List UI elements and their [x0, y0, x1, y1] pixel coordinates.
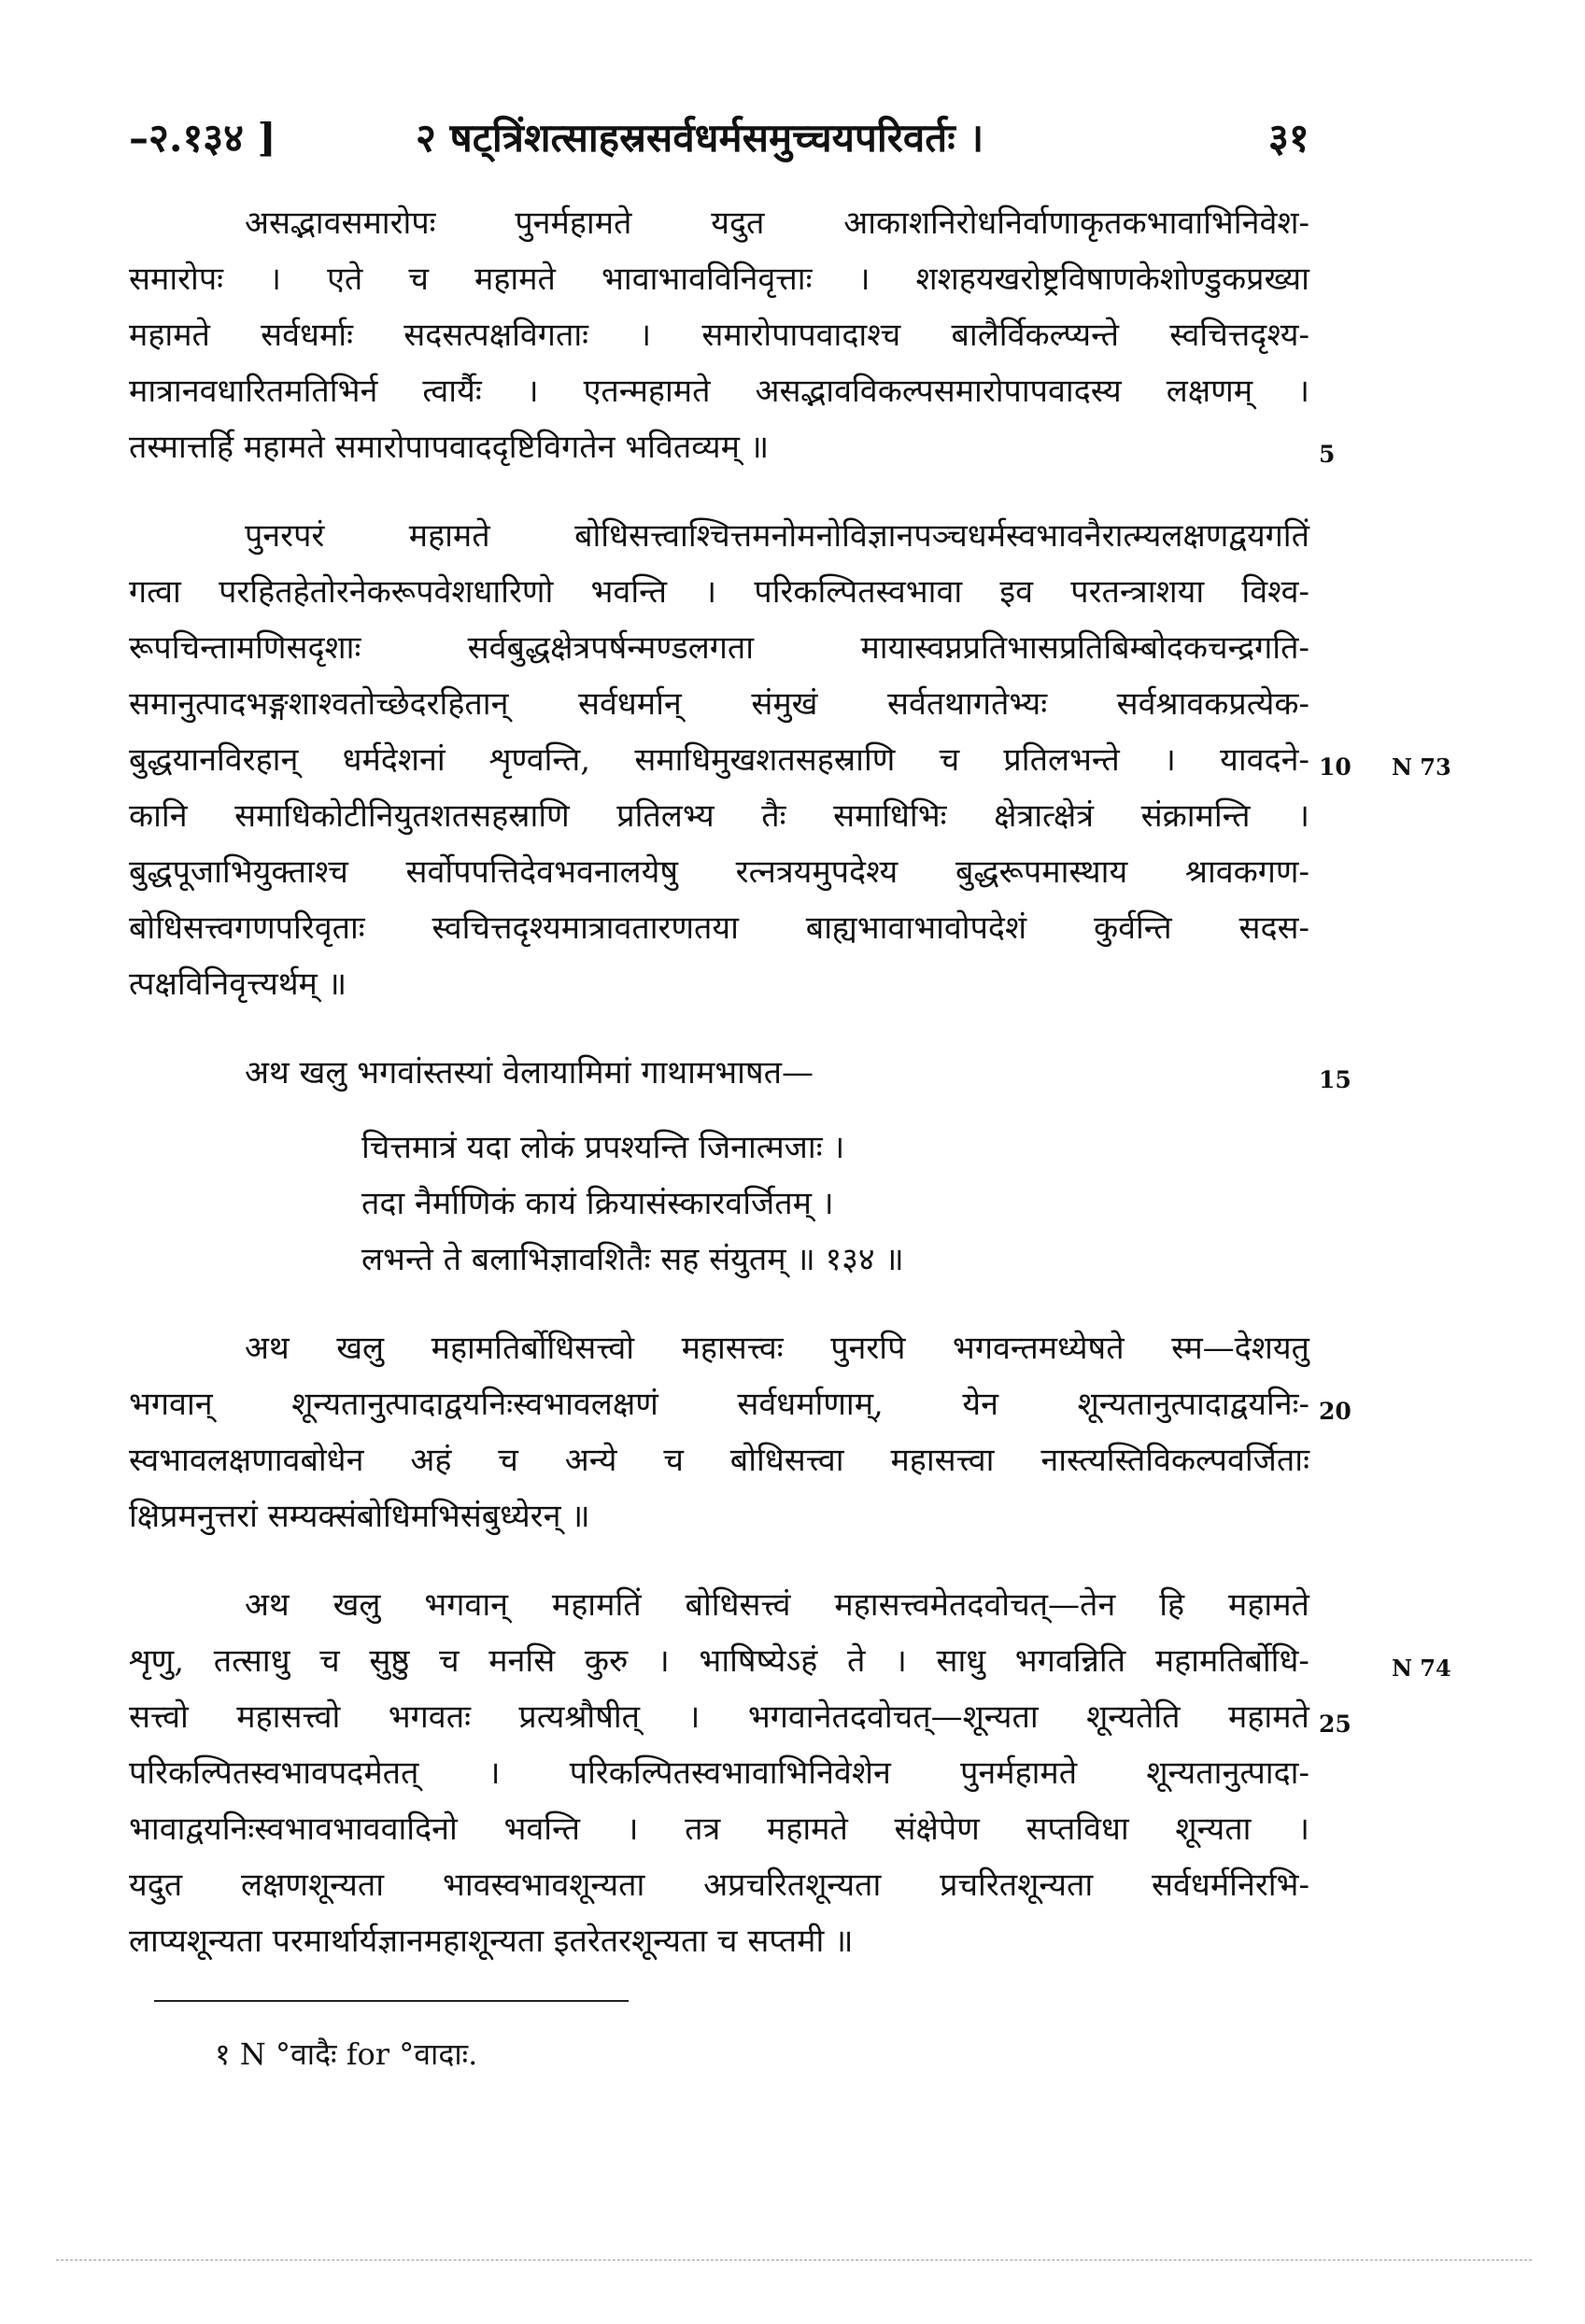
verse-line: चित्तमात्रं यदा लोकं प्रपश्यन्ति जिनात्मजाः । — [361, 1129, 845, 1166]
text-line: असद्भावसमारोपः पुनर्महामते यदुत आकाशनिरोधनिर्वाणाकृतकभावाभिनिवेश- — [245, 204, 1309, 242]
text-line: भगवान् शून्यतानुत्पादाद्वयनिःस्वभावलक्षणं सर्वधर्माणाम्, येन शून्यतानुत्पादाद्वयनिः- — [129, 1386, 1309, 1423]
text-line: शृणु, तत्साधु च सुष्ठु च मनसि कुरु । भाषिष्येऽहं ते । साधु भगवन्निति महामतिर्बोधि- — [129, 1642, 1309, 1680]
text-line: अथ खलु भगवान् महामतिं बोधिसत्त्वं महासत्त्वमेतदवोचत्—तेन हि महामते — [245, 1586, 1309, 1624]
text-line: मात्रानवधारितमतिभिर्न त्वार्यैः । एतन्महामते असद्भावविकल्पसमारोपापवादस्य लक्षणम् । — [129, 373, 1309, 410]
text-line: समानुत्पादभङ्गशाश्वतोच्छेदरहितान् सर्वधर्मान् संमुखं सर्वतथागतेभ्यः सर्वश्रावकप्रत्येक- — [129, 685, 1309, 723]
text-line: परिकल्पितस्वभावपदमेतत् । परिकल्पितस्वभावाभिनिवेशेन पुनर्महामते शून्यतानुत्पादा- — [129, 1754, 1309, 1792]
line-number: 10 — [1319, 754, 1351, 781]
text-line: गत्वा परहितहेतोरनेकरूपवेशधारिणो भवन्ति । परिकल्पितस्वभावा इव परतन्त्राशया विश्व- — [129, 573, 1309, 611]
verse-line: तदा नैर्माणिकं कायं क्रियासंस्कारवर्जितम् । — [361, 1185, 834, 1222]
running-head-section: –२.१३४ ] — [129, 115, 276, 161]
line-number: 25 — [1319, 1711, 1351, 1738]
text-line: भावाद्वयनिःस्वभावभाववादिनो भवन्ति । तत्र महामते संक्षेपेण सप्तविधा शून्यता । — [129, 1810, 1309, 1848]
line-number: 5 — [1319, 441, 1336, 468]
text-line: रूपचिन्तामणिसदृशाः सर्वबुद्धक्षेत्रपर्षन्मण्डलगता मायास्वप्नप्रतिभासप्रतिबिम्बोदकचन्द्रगति- — [129, 629, 1309, 667]
page-edge-line — [56, 2260, 1532, 2261]
text-line: बुद्धयानविरहान् धर्मदेशनां शृण्वन्ति, समाधिमुखशतसहस्राणि च प्रतिलभन्ते । यावदने- — [129, 741, 1309, 779]
footnote: १ N °वादैः for °वादाः. — [215, 2036, 478, 2072]
text-line: लाप्यशून्यता परमार्थार्यज्ञानमहाशून्यता इतरेतरशून्यता च सप्तमी ॥ — [129, 1923, 854, 1960]
text-line: यदुत लक्षणशून्यता भावस्वभावशून्यता अप्रचरितशून्यता प्रचरितशून्यता सर्वधर्मनिरभि- — [129, 1866, 1309, 1904]
text-line: बुद्धपूजाभियुक्ताश्च सर्वोपपत्तिदेवभवनालयेषु रत्नत्रयमुपदेश्य बुद्धरूपमास्थाय श्रावकगण- — [129, 853, 1309, 891]
text-line: स्वभावलक्षणावबोधेन अहं च अन्ये च बोधिसत्त्वा महासत्त्वा नास्त्यस्तिविकल्पवर्जिताः — [129, 1442, 1309, 1479]
text-line: कानि समाधिकोटीनियुतशतसहस्राणि प्रतिलभ्य तैः समाधिभिः क्षेत्रात्क्षेत्रं संक्रामन्ति । — [129, 797, 1309, 835]
text-line: समारोपः । एते च महामते भावाभावविनिवृत्ताः । शशहयखरोष्ट्रविषाणकेशोण्डुकप्रख्या — [129, 261, 1309, 298]
margin-note: N 73 — [1392, 754, 1451, 781]
text-line: त्पक्षविनिवृत्त्यर्थम् ॥ — [129, 965, 347, 1003]
text-line: तस्मात्तर्हि महामते समारोपापवाददृष्टिविगतेन भवितव्यम् ॥ — [129, 429, 770, 466]
line-number: 20 — [1319, 1398, 1351, 1425]
footnote-rule — [154, 2000, 629, 2002]
text-line: अथ खलु महामतिर्बोधिसत्त्वो महासत्त्वः पुनरपि भगवन्तमध्येषते स्म—देशयतु — [245, 1330, 1309, 1367]
text-line: अथ खलु भगवांस्तस्यां वेलायामिमां गाथामभाषत— — [245, 1054, 814, 1092]
text-line: पुनरपरं महामते बोधिसत्त्वाश्चित्तमनोमनोविज्ञानपञ्चधर्मस्वभावनैरात्म्यलक्षणद्वयगतिं — [245, 517, 1309, 555]
running-head-title: २ षट्त्रिंशत्साहस्रसर्वधर्मसमुच्चयपरिवर्तः । — [416, 115, 984, 161]
page-number: ३१ — [1268, 115, 1309, 161]
line-number: 15 — [1319, 1066, 1351, 1093]
text-line: बोधिसत्त्वगणपरिवृताः स्वचित्तदृश्यमात्रावतारणतया बाह्यभावाभावोपदेशं कुर्वन्ति सदस- — [129, 909, 1309, 947]
text-line: सत्त्वो महासत्त्वो भगवतः प्रत्यश्रौषीत् । भगवानेतदवोचत्—शून्यता शून्यतेति महामते — [129, 1698, 1309, 1736]
margin-note: N 74 — [1392, 1655, 1451, 1682]
text-line: महामते सर्वधर्माः सदसत्पक्षविगताः । समारोपापवादाश्च बालैर्विकल्प्यन्ते स्वचित्तदृश्य- — [129, 317, 1309, 354]
verse-line: लभन्ते ते बलाभिज्ञावशितैः सह संयुतम् ॥ १३४ ॥ — [361, 1241, 904, 1278]
text-line: क्षिप्रमनुत्तरां सम्यक्संबोधिमभिसंबुध्येरन् ॥ — [129, 1498, 590, 1535]
